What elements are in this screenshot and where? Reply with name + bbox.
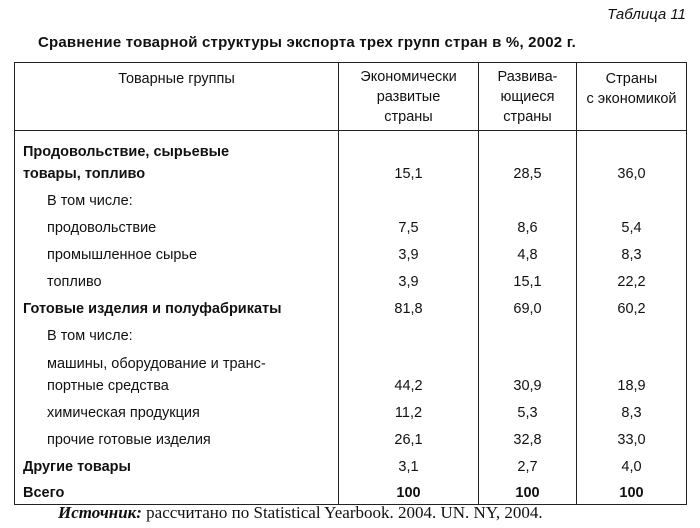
row-label-line-1: Другие товары — [23, 458, 131, 475]
table-row — [15, 347, 687, 397]
row-label-line-1: продовольствие — [47, 219, 157, 236]
cell-developing: 5,3 — [479, 397, 577, 424]
row-label-line-1: Готовые изделия и полуфабрикаты — [23, 300, 282, 317]
cell-transition: 5,4 — [577, 212, 687, 239]
row-label-line-1: В том числе: — [47, 192, 133, 209]
row-label-line-1: машины, оборудование и транс- — [47, 355, 266, 372]
header-transition-line-2: с экономикой — [586, 91, 677, 107]
row-label — [15, 397, 339, 424]
table-row — [15, 320, 687, 347]
row-label-line-1: Продовольствие, сырьевые — [23, 143, 230, 160]
cell-developed — [339, 320, 479, 347]
cell-transition: 33,0 — [577, 424, 687, 451]
header-developing-line-3: страны — [503, 108, 552, 125]
cell-developing: 30,9 — [479, 347, 577, 397]
row-label-line-1: химическая продукция — [47, 404, 200, 421]
header-product-groups-text: Товарные группы — [118, 71, 235, 87]
table-caption: Таблица 11 — [607, 6, 686, 23]
cell-developing: 15,1 — [479, 266, 577, 293]
cell-transition — [577, 185, 687, 212]
row-label — [15, 131, 339, 185]
header-developed-line-2: развитые — [376, 88, 441, 105]
row-label-line-2: товары, топливо — [23, 165, 146, 182]
row-label-line-1: прочие готовые изделия — [47, 431, 211, 448]
header-developing-line-2: ющиеся — [500, 88, 555, 105]
header-developed — [339, 63, 479, 131]
source-label: Источник: — [58, 503, 142, 522]
cell-developed: 100 — [339, 478, 479, 505]
cell-transition: 4,0 — [577, 451, 687, 478]
header-transition — [577, 63, 687, 131]
cell-developing: 4,8 — [479, 239, 577, 266]
cell-developed: 81,8 — [339, 293, 479, 320]
cell-transition — [577, 320, 687, 347]
row-label-line-1: промышленное сырье — [47, 246, 198, 263]
cell-developed: 11,2 — [339, 397, 479, 424]
row-label — [15, 451, 339, 478]
header-developed-line-1: Экономически — [360, 68, 457, 85]
header-developed-line-3: страны — [384, 108, 433, 125]
header-developing — [479, 63, 577, 131]
table-row — [15, 397, 687, 424]
cell-transition: 22,2 — [577, 266, 687, 293]
row-label-line-1: В том числе: — [47, 327, 133, 344]
row-label — [15, 212, 339, 239]
table-row — [15, 212, 687, 239]
cell-transition: 100 — [577, 478, 687, 505]
table-row — [15, 266, 687, 293]
table-row — [15, 293, 687, 320]
table-row — [15, 185, 687, 212]
table-row — [15, 451, 687, 478]
table-row — [15, 131, 687, 185]
source-text: рассчитано по Statistical Yearbook. 2004. UN. NY, 2004. — [141, 503, 543, 522]
cell-transition: 60,2 — [577, 293, 687, 320]
cell-developing: 2,7 — [479, 451, 577, 478]
row-label-line-2: портные средства — [47, 377, 169, 394]
row-label — [15, 320, 339, 347]
header-product-groups — [15, 63, 339, 131]
table-title: Сравнение товарной структуры экспорта трех групп стран в %, 2002 г. — [38, 34, 577, 51]
cell-developing: 8,6 — [479, 212, 577, 239]
cell-developed — [339, 185, 479, 212]
cell-transition: 18,9 — [577, 347, 687, 397]
row-label-line-1: топливо — [47, 273, 102, 290]
row-label — [15, 478, 339, 505]
row-label — [15, 347, 339, 397]
export-structure-table — [14, 62, 687, 505]
cell-transition: 36,0 — [577, 131, 687, 185]
row-label-line-1: Всего — [23, 485, 65, 501]
cell-developing — [479, 320, 577, 347]
cell-developed: 7,5 — [339, 212, 479, 239]
header-transition-line-1: Страны — [605, 71, 658, 87]
cell-developed: 3,1 — [339, 451, 479, 478]
cell-developed: 15,1 — [339, 131, 479, 185]
row-label — [15, 239, 339, 266]
cell-developing: 100 — [479, 478, 577, 505]
cell-transition: 8,3 — [577, 397, 687, 424]
table-row — [15, 424, 687, 451]
header-developing-line-1: Развива- — [497, 68, 558, 85]
cell-developing: 69,0 — [479, 293, 577, 320]
cell-developing: 32,8 — [479, 424, 577, 451]
cell-developed: 3,9 — [339, 266, 479, 293]
cell-developed: 44,2 — [339, 347, 479, 397]
row-label — [15, 424, 339, 451]
cell-developed: 3,9 — [339, 239, 479, 266]
table-row — [15, 239, 687, 266]
table-header-row — [15, 63, 687, 131]
row-label — [15, 185, 339, 212]
cell-developing: 28,5 — [479, 131, 577, 185]
row-label — [15, 266, 339, 293]
cell-developed: 26,1 — [339, 424, 479, 451]
cell-developing — [479, 185, 577, 212]
source-note — [58, 503, 543, 523]
row-label — [15, 293, 339, 320]
cell-transition: 8,3 — [577, 239, 687, 266]
table-row-total — [15, 478, 687, 505]
